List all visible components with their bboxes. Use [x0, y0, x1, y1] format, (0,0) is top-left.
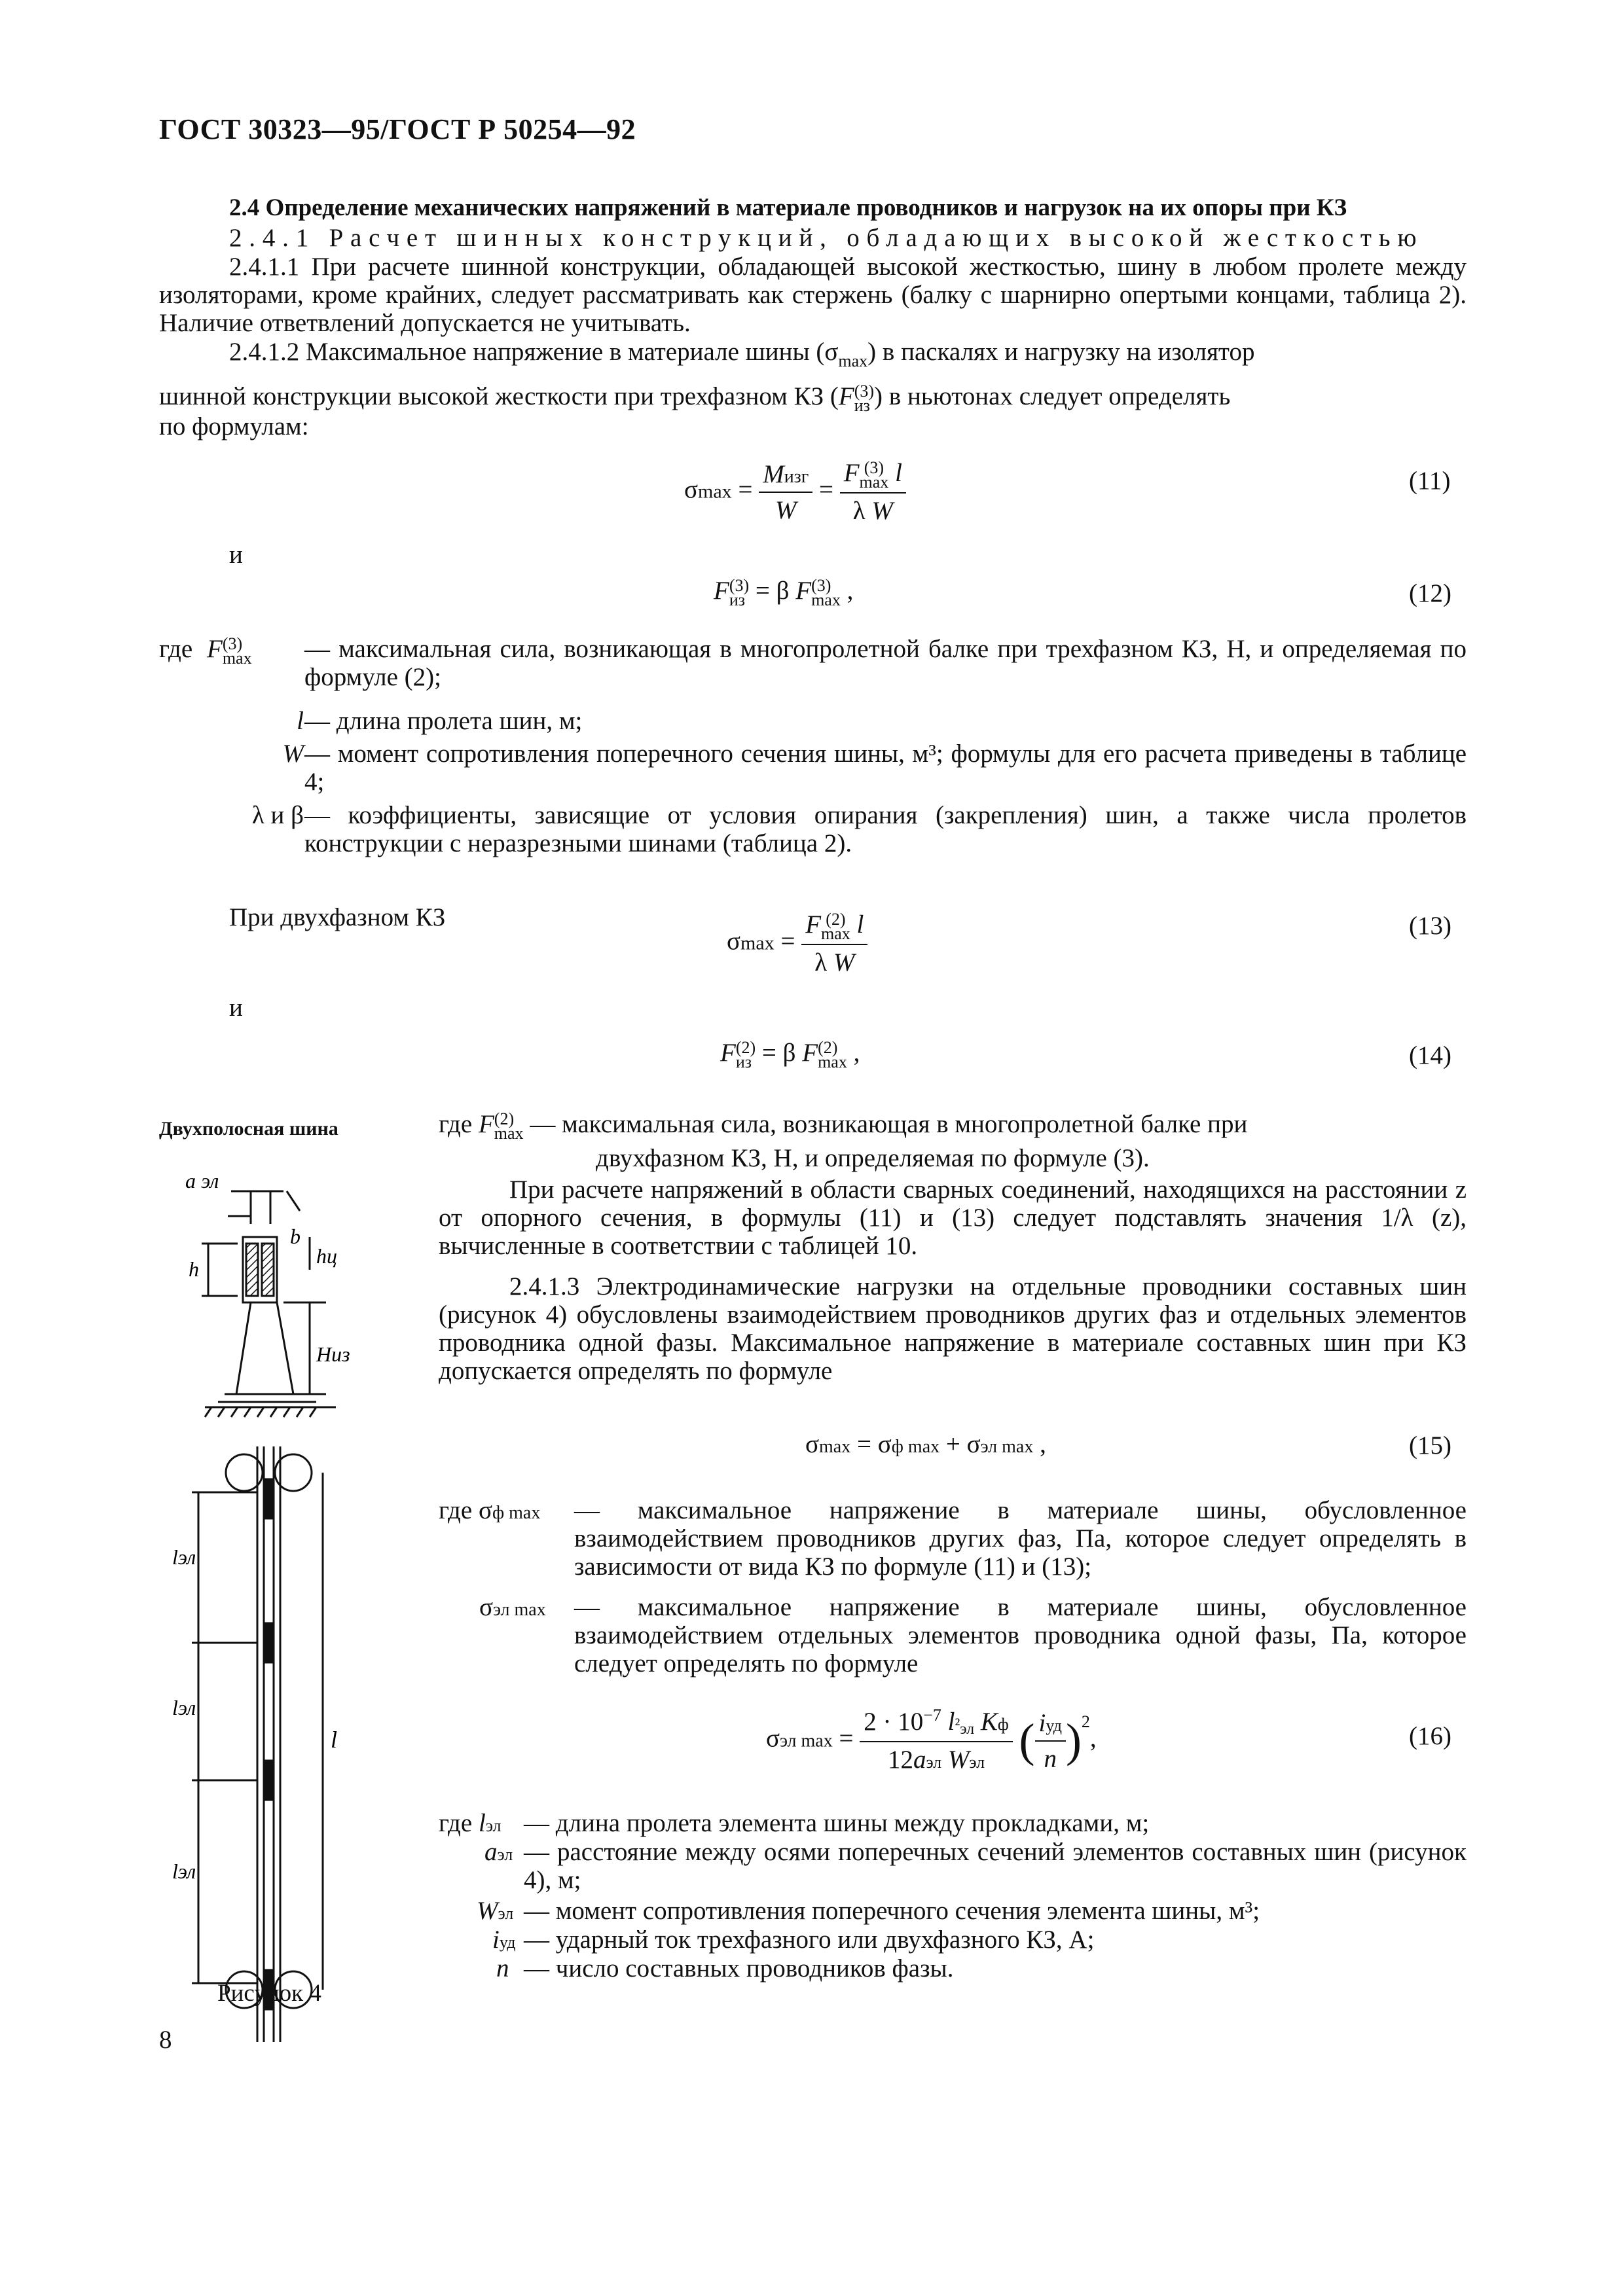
- def16-symbol-1: где lэл: [439, 1809, 501, 1837]
- dim-lel-label-1: lэл: [172, 1545, 196, 1569]
- def14-line1: где F (2) max — максимальная сила, возникающая в многопролетной балке при: [439, 1109, 1248, 1143]
- def-symbol-l: l: [297, 707, 304, 735]
- dim-hc-label: hц: [316, 1244, 337, 1268]
- def-symbol-fmax3: F (3) max: [207, 634, 252, 668]
- def16-text-4: — ударный ток трехфазного или двухфазного КЗ, А;: [524, 1926, 1095, 1954]
- def16-text-3: — момент сопротивления поперечного сечения элемента шины, м³;: [524, 1897, 1260, 1925]
- formula-16: σэл max = $\frac{2 \cdot 10^{-7} l^2_{эл} Kф}{\text{12aэл Wэл}}$ ( $\frac{\text{iуд}}{n}$ )$^2$,: [766, 1706, 1097, 1774]
- def-symbol-w: W: [282, 740, 304, 768]
- formula-15-number: (15): [1409, 1431, 1451, 1460]
- formula-13: σmax = F (2) max l λ W: [727, 910, 867, 977]
- page-number: 8: [159, 2026, 172, 2054]
- section-title: 2.4 Определение механических напряжений в материале проводников и нагрузок на их опоры при КЗ: [229, 194, 1347, 221]
- def-text-fmax3: — максимальная сила, возникающая в многопролетной балке при трехфазном КЗ, Н, и определяемая по формуле (2);: [304, 635, 1467, 691]
- dim-hiz-label: Hиз: [316, 1342, 350, 1366]
- dim-h-label: h: [189, 1257, 199, 1281]
- paragraph-2-4-1-2-line3: по формулам:: [159, 412, 309, 440]
- formula-14-number: (14): [1409, 1041, 1451, 1069]
- paragraph-weld: При расчете напряжений в области сварных соединений, находящихся на расстоянии z от опорного сечения, в формулы (11) и (13) следует подставлять значения 1/λ (z), вычисленные в соответствии с таблицей 10.: [439, 1175, 1467, 1260]
- formula-11: σmax = $\frac{\text{Mизг}}{W}$ = F (3) max l λ W: [684, 458, 906, 526]
- dim-lel-label-3: lэл: [172, 1859, 196, 1883]
- figure-caption: Рисунок 4: [217, 1980, 321, 2007]
- figure-label: Двухполосная шина: [159, 1118, 338, 1139]
- paragraph-2-4-1-2-line1: 2.4.1.2 Максимальное напряжение в материале шины $(\sigma_{max})$ в паскалях и нагрузку на изолятор: [229, 338, 1255, 370]
- def-text-l: — длина пролета шин, м;: [304, 707, 583, 735]
- paragraph-2-4-1-2-line2: шинной конструкции высокой жесткости при трехфазном КЗ (F (3) из ) в ньютонах следует определять: [159, 382, 1231, 416]
- dim-b-label: b: [290, 1225, 301, 1248]
- def16-symbol-5: n: [496, 1954, 509, 1982]
- def-text-lambda-beta: — коэффициенты, зависящие от условия опирания (закрепления) шин, а также числа пролетов конструкции с неразрезными шинами (таблица 2).: [304, 801, 1467, 857]
- def16-text-5: — число составных проводников фазы.: [524, 1954, 954, 1982]
- formula-14: F (2) из = β F (2) max ,: [720, 1038, 860, 1072]
- formula-12-number: (12): [1409, 579, 1451, 607]
- definitions-block-12: [0, 635, 1623, 897]
- def16-text-2: — расстояние между осями поперечных сечений элементов составных шин (рисунок 4), м;: [524, 1838, 1467, 1894]
- def15-text-2: — максимальное напряжение в материале шины, обусловленное взаимодействием отдельных элементов проводника одной фазы, Па, которое следует определять по формуле: [574, 1593, 1467, 1677]
- dim-a-label: a эл: [185, 1172, 219, 1193]
- figure-4-drawing: [159, 1172, 428, 2088]
- formula-15: σmax = σф max + σэл max ,: [805, 1430, 1046, 1458]
- def16-symbol-4: iуд: [492, 1926, 516, 1954]
- formula-13-number: (13): [1409, 912, 1451, 940]
- def-symbol-lambda-beta: λ и β: [251, 801, 304, 829]
- and-word-1: и: [229, 541, 243, 569]
- paragraph-2-4-1-1: 2.4.1.1 При расчете шинной конструкции, обладающей высокой жесткостью, шину в любом пролете между изоляторами, кроме крайних, следует рассматривать как стержень (балку с шарнирно опертыми концами, таблица 2). Наличие ответвлений допускается не учитывать.: [159, 253, 1467, 337]
- def16-symbol-3: Wэл: [477, 1897, 514, 1925]
- dim-l-label: l: [331, 1727, 338, 1753]
- def-prefix: где: [159, 635, 193, 663]
- def14-line2: двухфазном КЗ, Н, и определяемая по формуле (3).: [596, 1144, 1150, 1172]
- def16-symbol-2: aэл: [484, 1838, 513, 1866]
- document-header: ГОСТ 30323—95/ГОСТ Р 50254—92: [159, 113, 636, 145]
- def15-symbol-2: σэл max: [479, 1593, 546, 1621]
- formula-16-number: (16): [1409, 1722, 1451, 1750]
- two-phase-intro: При двухфазном КЗ: [229, 903, 446, 931]
- def15-text-1: — максимальное напряжение в материале шины, обусловленное взаимодействием проводников других фаз, Па, которое следует определять в зависимости от вида КЗ по формуле (11) и (13);: [574, 1496, 1467, 1581]
- def-text-w: — момент сопротивления поперечного сечения шины, м³; формулы для его расчета приведены в таблице 4;: [304, 740, 1467, 796]
- def16-text-1: — длина пролета элемента шины между прокладками, м;: [524, 1809, 1150, 1837]
- paragraph-2-4-1-3: 2.4.1.3 Электродинамические нагрузки на отдельные проводники составных шин (рисунок 4) обусловлены взаимодействием проводников других фаз и отдельных элементов проводника одной фазы. Максимальное напряжение в материале составных шин при КЗ допускается определять по формуле: [439, 1272, 1467, 1385]
- def15-symbol-1: где σф max: [439, 1496, 541, 1524]
- subsection-title: 2.4.1 Расчет шинных конструкций, обладающих высокой жесткостью: [229, 224, 1424, 252]
- formula-12: F (3) из = β F (3) max ,: [714, 576, 854, 610]
- dim-lel-label-2: lэл: [172, 1696, 196, 1719]
- formula-11-number: (11): [1409, 467, 1451, 495]
- and-word-2: и: [229, 994, 243, 1022]
